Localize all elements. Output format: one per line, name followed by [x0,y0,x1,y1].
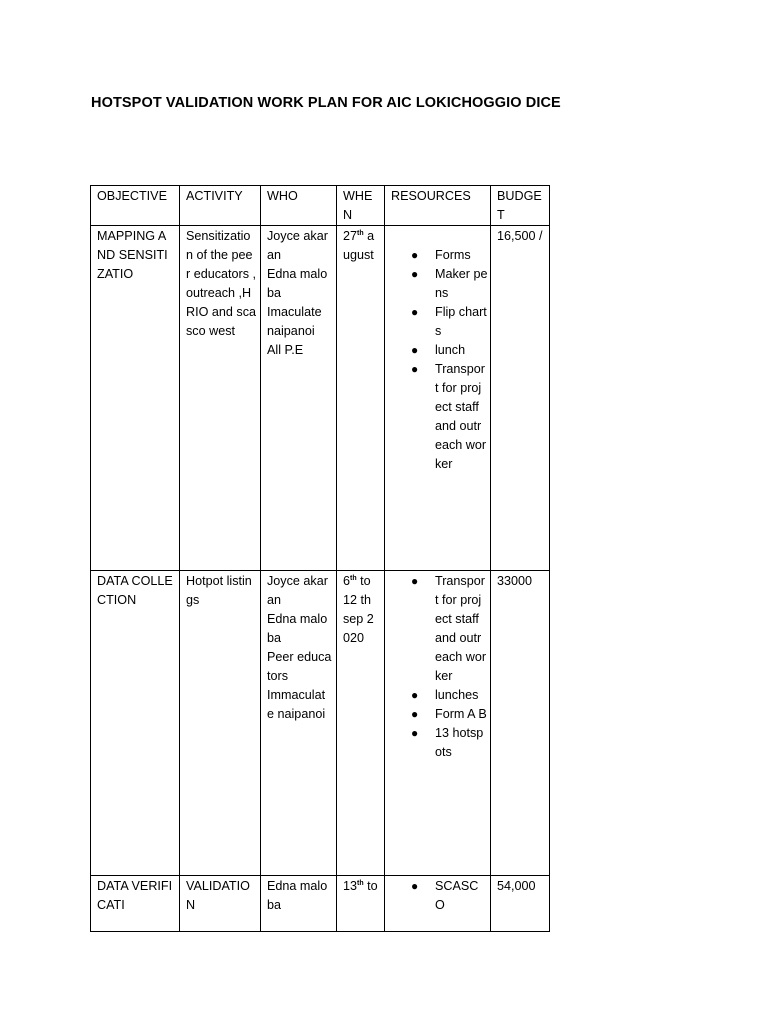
resources-cell [385,876,491,932]
resource-text: SCASCO [435,879,479,912]
who-cell [261,226,337,571]
bullet-dot-icon: ● [411,688,419,702]
budget-cell: 33000 [491,571,550,876]
table-row [91,571,550,876]
who-cell [261,571,337,876]
when-ordinal: th [350,575,357,582]
header-budget: BUDGET [491,186,550,226]
bullet-dot-icon: ● [411,248,419,262]
who-person: All P.E [267,343,304,357]
resources-list [391,877,488,915]
resource-text: lunch [435,343,466,357]
when-rest: august [343,229,375,262]
resource-text: Maker pens [435,267,488,300]
document-title: HOTSPOT VALIDATION WORK PLAN FOR AIC LOKICHOGGIO DICE [91,95,561,111]
header-objective: OBJECTIVE [91,186,180,226]
who-cell [261,876,337,932]
resource-text: Forms [435,248,471,262]
objective-cell: MAPPING AND SENSITIZATIO [91,226,180,571]
bullet-dot-icon: ● [411,267,419,281]
table-header-row [91,186,550,226]
when-day: 13 [343,879,358,893]
list-item [391,303,488,341]
resource-text: lunches [435,688,479,702]
objective-cell: DATA VERIFICATI [91,876,180,932]
resources-list [391,246,488,474]
when-cell [337,226,385,571]
who-person: Joyce akaran [267,574,328,607]
bullet-dot-icon: ● [411,726,419,740]
bullet-dot-icon: ● [411,879,419,893]
list-item [391,265,488,303]
table-row [91,876,550,932]
resources-list [391,572,488,762]
list-item [391,341,488,360]
header-who: WHO [261,186,337,226]
who-person: Peer educators [267,650,332,683]
resource-text: Form A B [435,707,487,721]
bullet-dot-icon: ● [411,343,419,357]
header-activity: ACTIVITY [180,186,261,226]
list-item [391,572,488,686]
who-person: Immaculate naipanoi [267,688,326,721]
resource-text: Transport for project staff and outreach worker [435,362,487,471]
who-person: Joyce akaran [267,229,328,262]
bullet-dot-icon: ● [411,305,419,319]
bullet-dot-icon: ● [411,362,419,376]
when-day: 27 [343,229,358,243]
list-item [391,705,488,724]
work-plan-table [90,185,550,932]
resource-text: Flip chart s [435,305,487,338]
when-rest: to 12 th sep 2020 [343,574,374,645]
table-row [91,226,550,571]
who-person: Edna maloba [267,612,328,645]
list-item [391,686,488,705]
objective-cell: DATA COLLECTION [91,571,180,876]
activity-cell: Hotpot listings [180,571,261,876]
list-item [391,360,488,474]
bullet-dot-icon: ● [411,707,419,721]
list-item [391,724,488,762]
when-ordinal: th [357,230,364,237]
budget-cell: 16,500 / [491,226,550,571]
list-item [391,877,488,915]
activity-cell: VALIDATION [180,876,261,932]
bullet-dot-icon: ● [411,574,419,588]
when-cell [337,571,385,876]
list-item [391,246,488,265]
activity-cell: Sensitization of the peer educators ,outreach ,HRIO and scasco west [180,226,261,571]
resources-cell [385,571,491,876]
who-person: Imaculate naipanoi [267,305,322,338]
when-day: 6 [343,574,351,588]
when-ordinal: th [357,880,364,887]
when-rest: to [363,879,378,893]
header-resources: RESOURCES [385,186,491,226]
resource-text: Transport for project staff and outreach worker [435,574,487,683]
header-when: WHEN [337,186,385,226]
resource-text: 13 hotspots [435,726,484,759]
budget-cell: 54,000 [491,876,550,932]
who-person: Edna maloba [267,879,328,912]
resources-cell [385,226,491,571]
who-person: Edna maloba [267,267,328,300]
when-cell [337,876,385,932]
